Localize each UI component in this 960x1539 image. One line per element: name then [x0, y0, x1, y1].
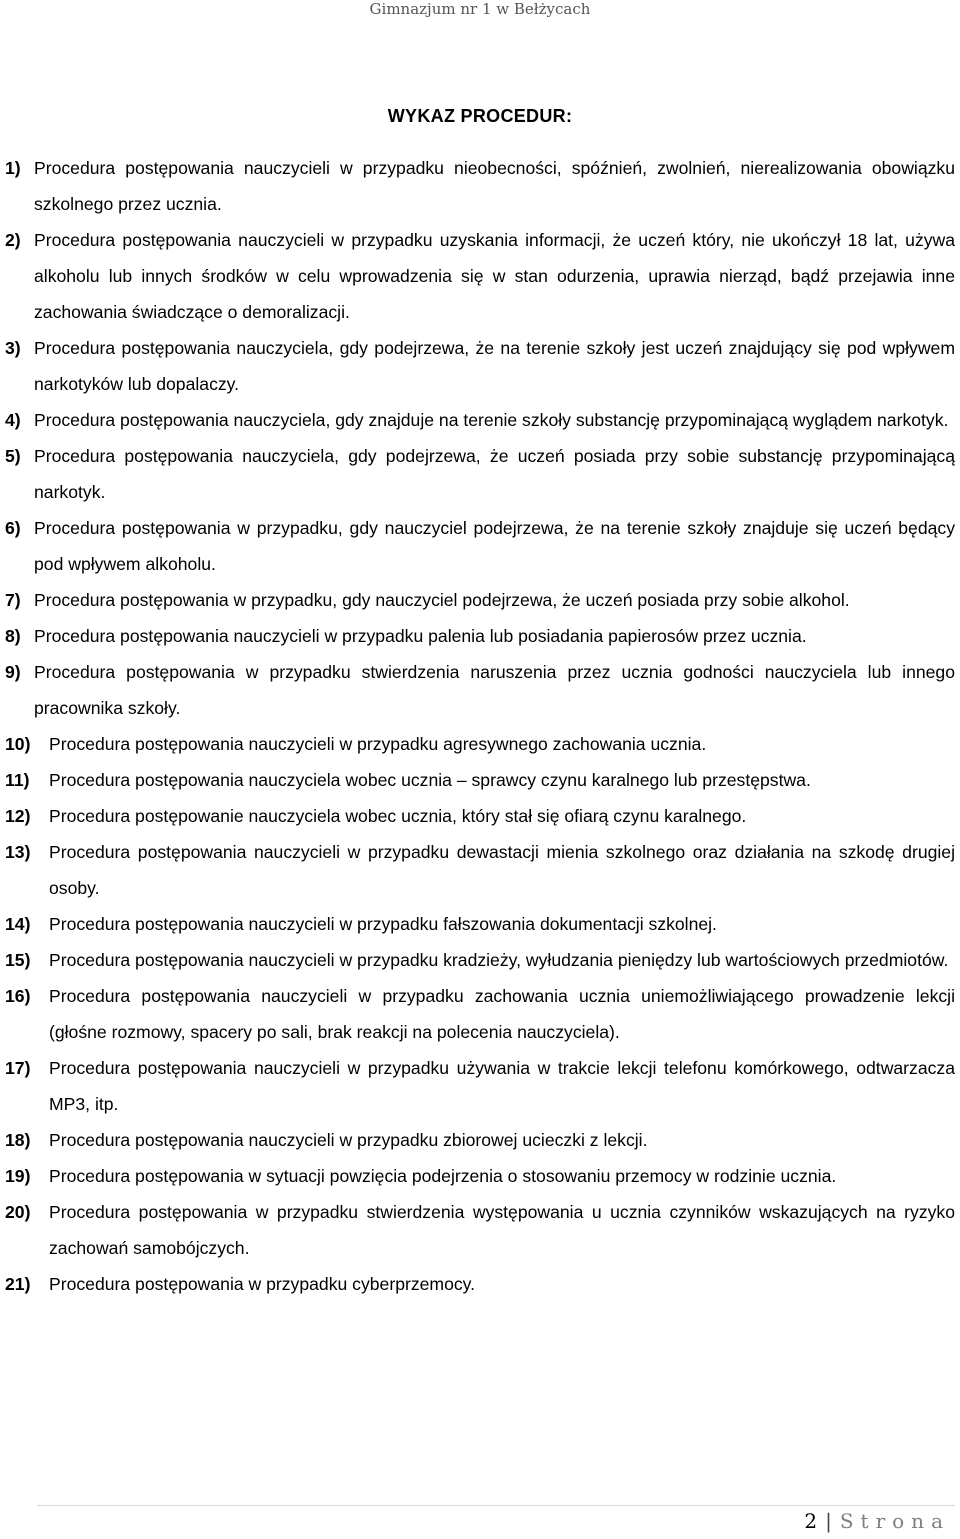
list-item-text: Procedura postępowania nauczyciela, gdy podejrzewa, że uczeń posiada przy sobie substancję przypominającą narkotyk. — [34, 446, 955, 502]
list-item-number: 1) — [5, 158, 21, 178]
list-item — [5, 150, 955, 222]
list-item — [5, 942, 955, 978]
list-item-text: Procedura postępowania w przypadku cyberprzemocy. — [49, 1274, 476, 1294]
list-item-text: Procedura postępowania nauczycieli w przypadku nieobecności, spóźnień, zwolnień, nierealizowania obowiązku szkolnego przez ucznia. — [34, 158, 955, 214]
list-item-number: 17) — [5, 1058, 31, 1078]
list-item — [5, 618, 955, 654]
list-item-text: Procedura postępowania w przypadku stwierdzenia występowania u ucznia czynników wskazujących na ryzyko zachowań samobójczych. — [49, 1202, 955, 1258]
list-item-number: 18) — [5, 1130, 31, 1150]
list-item-text: Procedura postępowania w sytuacji powzięcia podejrzenia o stosowaniu przemocy w rodzinie ucznia. — [49, 1166, 837, 1186]
list-item-text: Procedura postępowania nauczycieli w przypadku uzyskania informacji, że uczeń który, nie ukończył 18 lat, używa alkoholu lub innych środków w celu wprowadzenia się w stan odurzenia, uprawia nierząd, bądź przejawia inne zachowania świadczące o demoralizacji. — [34, 230, 955, 322]
list-item-number: 11) — [5, 770, 30, 790]
list-item-text: Procedura postępowania nauczycieli w przypadku zbiorowej ucieczki z lekcji. — [49, 1130, 648, 1150]
list-item-number: 5) — [5, 446, 21, 466]
list-item-text: Procedura postępowania nauczyciela, gdy znajduje na terenie szkoły substancję przypominającą wyglądem narkotyk. — [34, 410, 949, 430]
footer-divider — [37, 1505, 955, 1506]
list-item-number: 8) — [5, 626, 21, 646]
list-item-text: Procedura postępowania w przypadku, gdy nauczyciel podejrzewa, że na terenie szkoły znajduje się uczeń będący pod wpływem alkoholu. — [34, 518, 955, 574]
list-item-text: Procedura postępowania nauczycieli w przypadku dewastacji mienia szkolnego oraz działania na szkodę drugiej osoby. — [49, 842, 955, 898]
list-item — [5, 1158, 955, 1194]
list-item — [5, 402, 955, 438]
list-item — [5, 726, 955, 762]
list-item — [5, 582, 955, 618]
list-item-text: Procedura postępowania nauczycieli w przypadku używania w trakcie lekcji telefonu komórkowego, odtwarzacza MP3, itp. — [49, 1058, 955, 1114]
list-item — [5, 798, 955, 834]
list-item-text: Procedura postępowania nauczycieli w przypadku palenia lub posiadania papierosów przez ucznia. — [34, 626, 807, 646]
list-item-number: 13) — [5, 842, 31, 862]
list-item-number: 7) — [5, 590, 21, 610]
list-item — [5, 906, 955, 942]
list-item-text: Procedura postępowania nauczycieli w przypadku zachowania ucznia uniemożliwiającego prowadzenie lekcji (głośne rozmowy, spacery po sali, brak reakcji na polecenia nauczyciela). — [49, 986, 955, 1042]
list-item-number: 21) — [5, 1274, 31, 1294]
list-item-text: Procedura postępowania nauczyciela, gdy podejrzewa, że na terenie szkoły jest uczeń znajdujący się pod wpływem narkotyków lub dopalaczy. — [34, 338, 955, 394]
page-label: Strona — [839, 1509, 950, 1533]
list-item — [5, 510, 955, 582]
list-item-number: 20) — [5, 1202, 31, 1222]
list-item-number: 14) — [5, 914, 31, 934]
list-item — [5, 1194, 955, 1266]
page-header: Gimnazjum nr 1 w Bełżycach — [369, 0, 591, 18]
list-item — [5, 1122, 955, 1158]
list-item-text: Procedura postępowania w przypadku, gdy nauczyciel podejrzewa, że uczeń posiada przy sobie alkohol. — [34, 590, 850, 610]
list-item-number: 12) — [5, 806, 31, 826]
list-item-text: Procedura postępowania nauczycieli w przypadku kradzieży, wyłudzania pieniędzy lub wartościowych przedmiotów. — [49, 950, 949, 970]
list-item — [5, 1050, 955, 1122]
page-separator: | — [825, 1509, 832, 1533]
list-item — [5, 330, 955, 402]
list-item-number: 10) — [5, 734, 31, 754]
page-number — [804, 1509, 950, 1533]
list-item — [5, 438, 955, 510]
procedure-list — [5, 150, 955, 1302]
list-item — [5, 834, 955, 906]
list-item-text: Procedura postępowania nauczycieli w przypadku agresywnego zachowania ucznia. — [49, 734, 707, 754]
list-item-number: 2) — [5, 230, 21, 250]
list-item — [5, 978, 955, 1050]
list-item-number: 6) — [5, 518, 21, 538]
page-number-value: 2 — [804, 1509, 818, 1533]
list-item — [5, 762, 955, 798]
list-item-text: Procedura postępowanie nauczyciela wobec ucznia, który stał się ofiarą czynu karalnego. — [49, 806, 747, 826]
list-item — [5, 1266, 955, 1302]
list-item-text: Procedura postępowania nauczyciela wobec ucznia – sprawcy czynu karalnego lub przestępstwa. — [49, 770, 811, 790]
list-item-text: Procedura postępowania w przypadku stwierdzenia naruszenia przez ucznia godności nauczyciela lub innego pracownika szkoły. — [34, 662, 955, 718]
list-item-number: 9) — [5, 662, 21, 682]
list-item-text: Procedura postępowania nauczycieli w przypadku fałszowania dokumentacji szkolnej. — [49, 914, 717, 934]
list-item-number: 19) — [5, 1166, 31, 1186]
list-item — [5, 222, 955, 330]
list-item-number: 16) — [5, 986, 31, 1006]
list-item-number: 4) — [5, 410, 21, 430]
page-title: WYKAZ PROCEDUR: — [387, 106, 573, 126]
list-item — [5, 654, 955, 726]
list-item-number: 3) — [5, 338, 21, 358]
list-item-number: 15) — [5, 950, 31, 970]
